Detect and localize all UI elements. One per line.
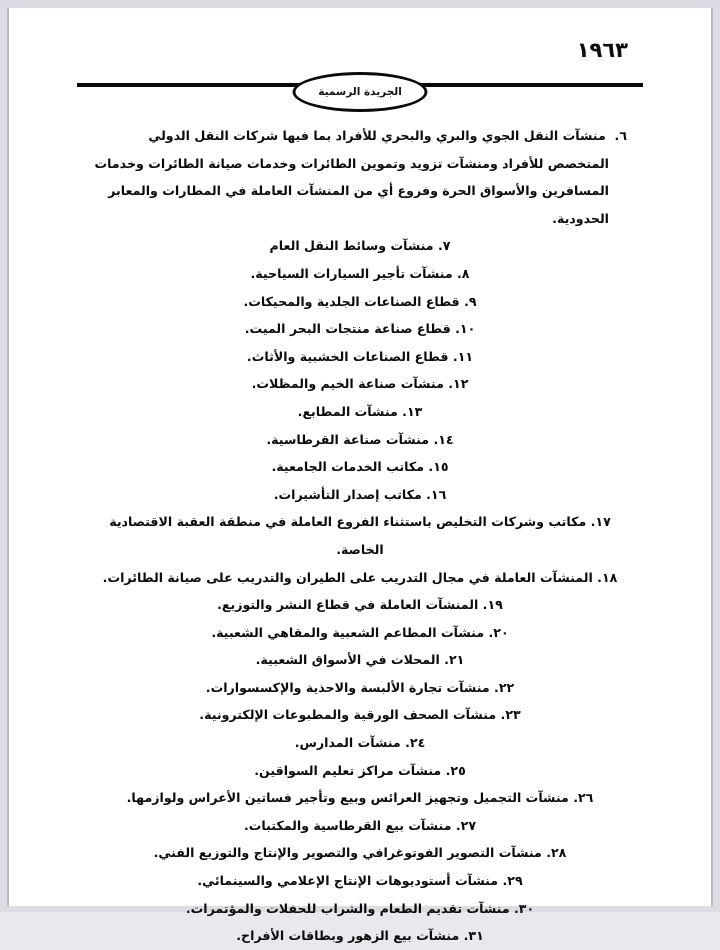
list-item-label: منشآت أستوديوهات الإنتاج الإعلامي والسينمائي. — [197, 873, 499, 889]
list-item-label: منشآت صناعة القرطاسية. — [266, 431, 430, 447]
list-item — [93, 619, 627, 647]
list-item — [93, 701, 627, 729]
list-item-label: منشآت مراكز تعليم السواقين. — [254, 762, 442, 778]
list-item — [93, 812, 627, 840]
list-item-label: منشآت المطابع. — [297, 403, 398, 419]
list-item-number: ١١. — [448, 348, 474, 364]
list-item — [93, 453, 627, 481]
masthead-oval — [293, 72, 428, 112]
list-item — [93, 232, 627, 260]
header-rule-group — [77, 72, 643, 102]
list-item-label: منشآت تجارة الألبسة والاحذية والإكسسوارات. — [205, 679, 490, 695]
list-item — [93, 591, 627, 619]
list-item — [93, 122, 627, 232]
list-item-label: منشآت تأجير السيارات السياحية. — [250, 265, 453, 281]
clause-list — [9, 100, 711, 950]
list-item-number: ١٥. — [424, 459, 449, 475]
list-item-label: قطاع صناعة منتجات البحر الميت. — [244, 321, 451, 337]
page-number: ١٩٦٣ — [576, 38, 628, 62]
list-item — [93, 370, 627, 398]
list-item-number: ٣٠. — [509, 900, 535, 916]
list-item-number: ٧. — [433, 238, 451, 254]
list-item-label: منشآت تقديم الطعام والشراب للحفلات والمؤتمرات. — [185, 900, 510, 916]
list-item-label: منشآت وسائط النقل العام — [269, 238, 434, 254]
list-item-label: المنشآت العاملة في قطاع النشر والتوزيع. — [217, 597, 479, 613]
list-item — [93, 674, 627, 702]
list-item-number: ١٦. — [421, 486, 447, 502]
list-item-number: ٨. — [452, 265, 470, 281]
list-item-number: ٢٦. — [568, 790, 594, 806]
list-item-number: ١٠. — [450, 321, 476, 337]
page-sheet — [7, 8, 713, 944]
list-item — [93, 426, 627, 454]
list-item-label: منشآت صناعة الخيم والمظلات. — [251, 376, 444, 392]
list-item-number: ٢٢. — [489, 679, 515, 695]
list-item — [93, 839, 627, 867]
list-item-number: ٩. — [459, 293, 477, 309]
list-item — [93, 260, 627, 288]
list-item-number: ٢٧. — [451, 817, 477, 833]
list-item-number: ٢١. — [439, 652, 465, 668]
list-item — [93, 922, 627, 950]
list-item — [93, 343, 627, 371]
list-item-number: ٢٤. — [400, 735, 426, 751]
list-item-number: ٢٣. — [496, 707, 521, 723]
list-item-number: ١٨. — [592, 569, 618, 585]
list-item-number: ٦. — [605, 128, 627, 143]
page-header — [9, 8, 711, 100]
list-item — [93, 398, 627, 426]
masthead-label: الجريدة الرسمية — [318, 85, 402, 98]
list-item — [93, 867, 627, 895]
list-item-number: ١٤. — [429, 431, 454, 447]
list-item-number: ٢٥. — [441, 762, 466, 778]
list-item — [93, 481, 627, 509]
list-item-number: ١٣. — [397, 403, 423, 419]
list-item-number: ٣١. — [459, 928, 484, 944]
list-item-number: ٢٠. — [484, 624, 509, 640]
list-item-label: منشآت المدارس. — [294, 735, 401, 751]
list-item-number: ٢٨. — [541, 845, 567, 861]
list-item-label: منشآت الصحف الورقية والمطبوعات الإلكترونية. — [199, 707, 497, 723]
list-item — [93, 564, 627, 592]
list-item-label: منشآت المطاعم الشعبية والمقاهي الشعبية. — [211, 624, 485, 640]
list-item — [93, 288, 627, 316]
list-item-label: المحلات في الأسواق الشعبية. — [255, 652, 440, 668]
list-item-label: منشآت بيع القرطاسية والمكتبات. — [243, 817, 452, 833]
list-item — [93, 315, 627, 343]
list-item — [93, 508, 627, 563]
list-item — [93, 895, 627, 923]
list-item-number: ١٧. — [586, 514, 611, 530]
list-item-label: قطاع الصناعات الخشبية والأثاث. — [246, 348, 449, 364]
list-item — [93, 784, 627, 812]
list-item-label: مكاتب إصدار التأشيرات. — [273, 486, 422, 502]
list-item — [93, 646, 627, 674]
list-item-number: ٢٩. — [498, 873, 523, 889]
list-item-number: ١٩. — [478, 597, 503, 613]
list-item-label: منشآت التصوير الفوتوغرافي والتصوير والإنتاج والتوزيع الفني. — [153, 845, 542, 861]
list-item-label: المنشآت العاملة في مجال التدريب على الطيران والتدريب على صيانة الطائرات. — [102, 569, 593, 585]
list-item — [93, 757, 627, 785]
list-item-label: مكاتب الخدمات الجامعية. — [271, 459, 425, 475]
list-item-label: قطاع الصناعات الجلدية والمحيكات. — [243, 293, 460, 309]
list-item-label: مكاتب وشركات التخليص باستثناء الفروع العاملة في منطقة العقبة الاقتصادية الخاصة. — [109, 514, 587, 557]
list-item-label: منشآت النقل الجوي والبري والبحري للأفراد بما فيها شركات النقل الدولي المتخصص للأفراد ومنشآت تزويد وتموين الطائرات وخدمات صيانة الطائرات وخدمات المسافرين والأسواق الحرة وفروع أي من المنشآت العاملة في المطارات والمعابر الحدودية. — [94, 128, 609, 226]
list-item-label: منشآت التجميل وتجهيز العرائس وبيع وتأجير فساتين الأعراس ولوازمها. — [126, 790, 569, 806]
list-item — [93, 729, 627, 757]
list-item-number: ١٢. — [443, 376, 469, 392]
list-item-label: منشآت بيع الزهور وبطاقات الأفراح. — [236, 928, 460, 944]
